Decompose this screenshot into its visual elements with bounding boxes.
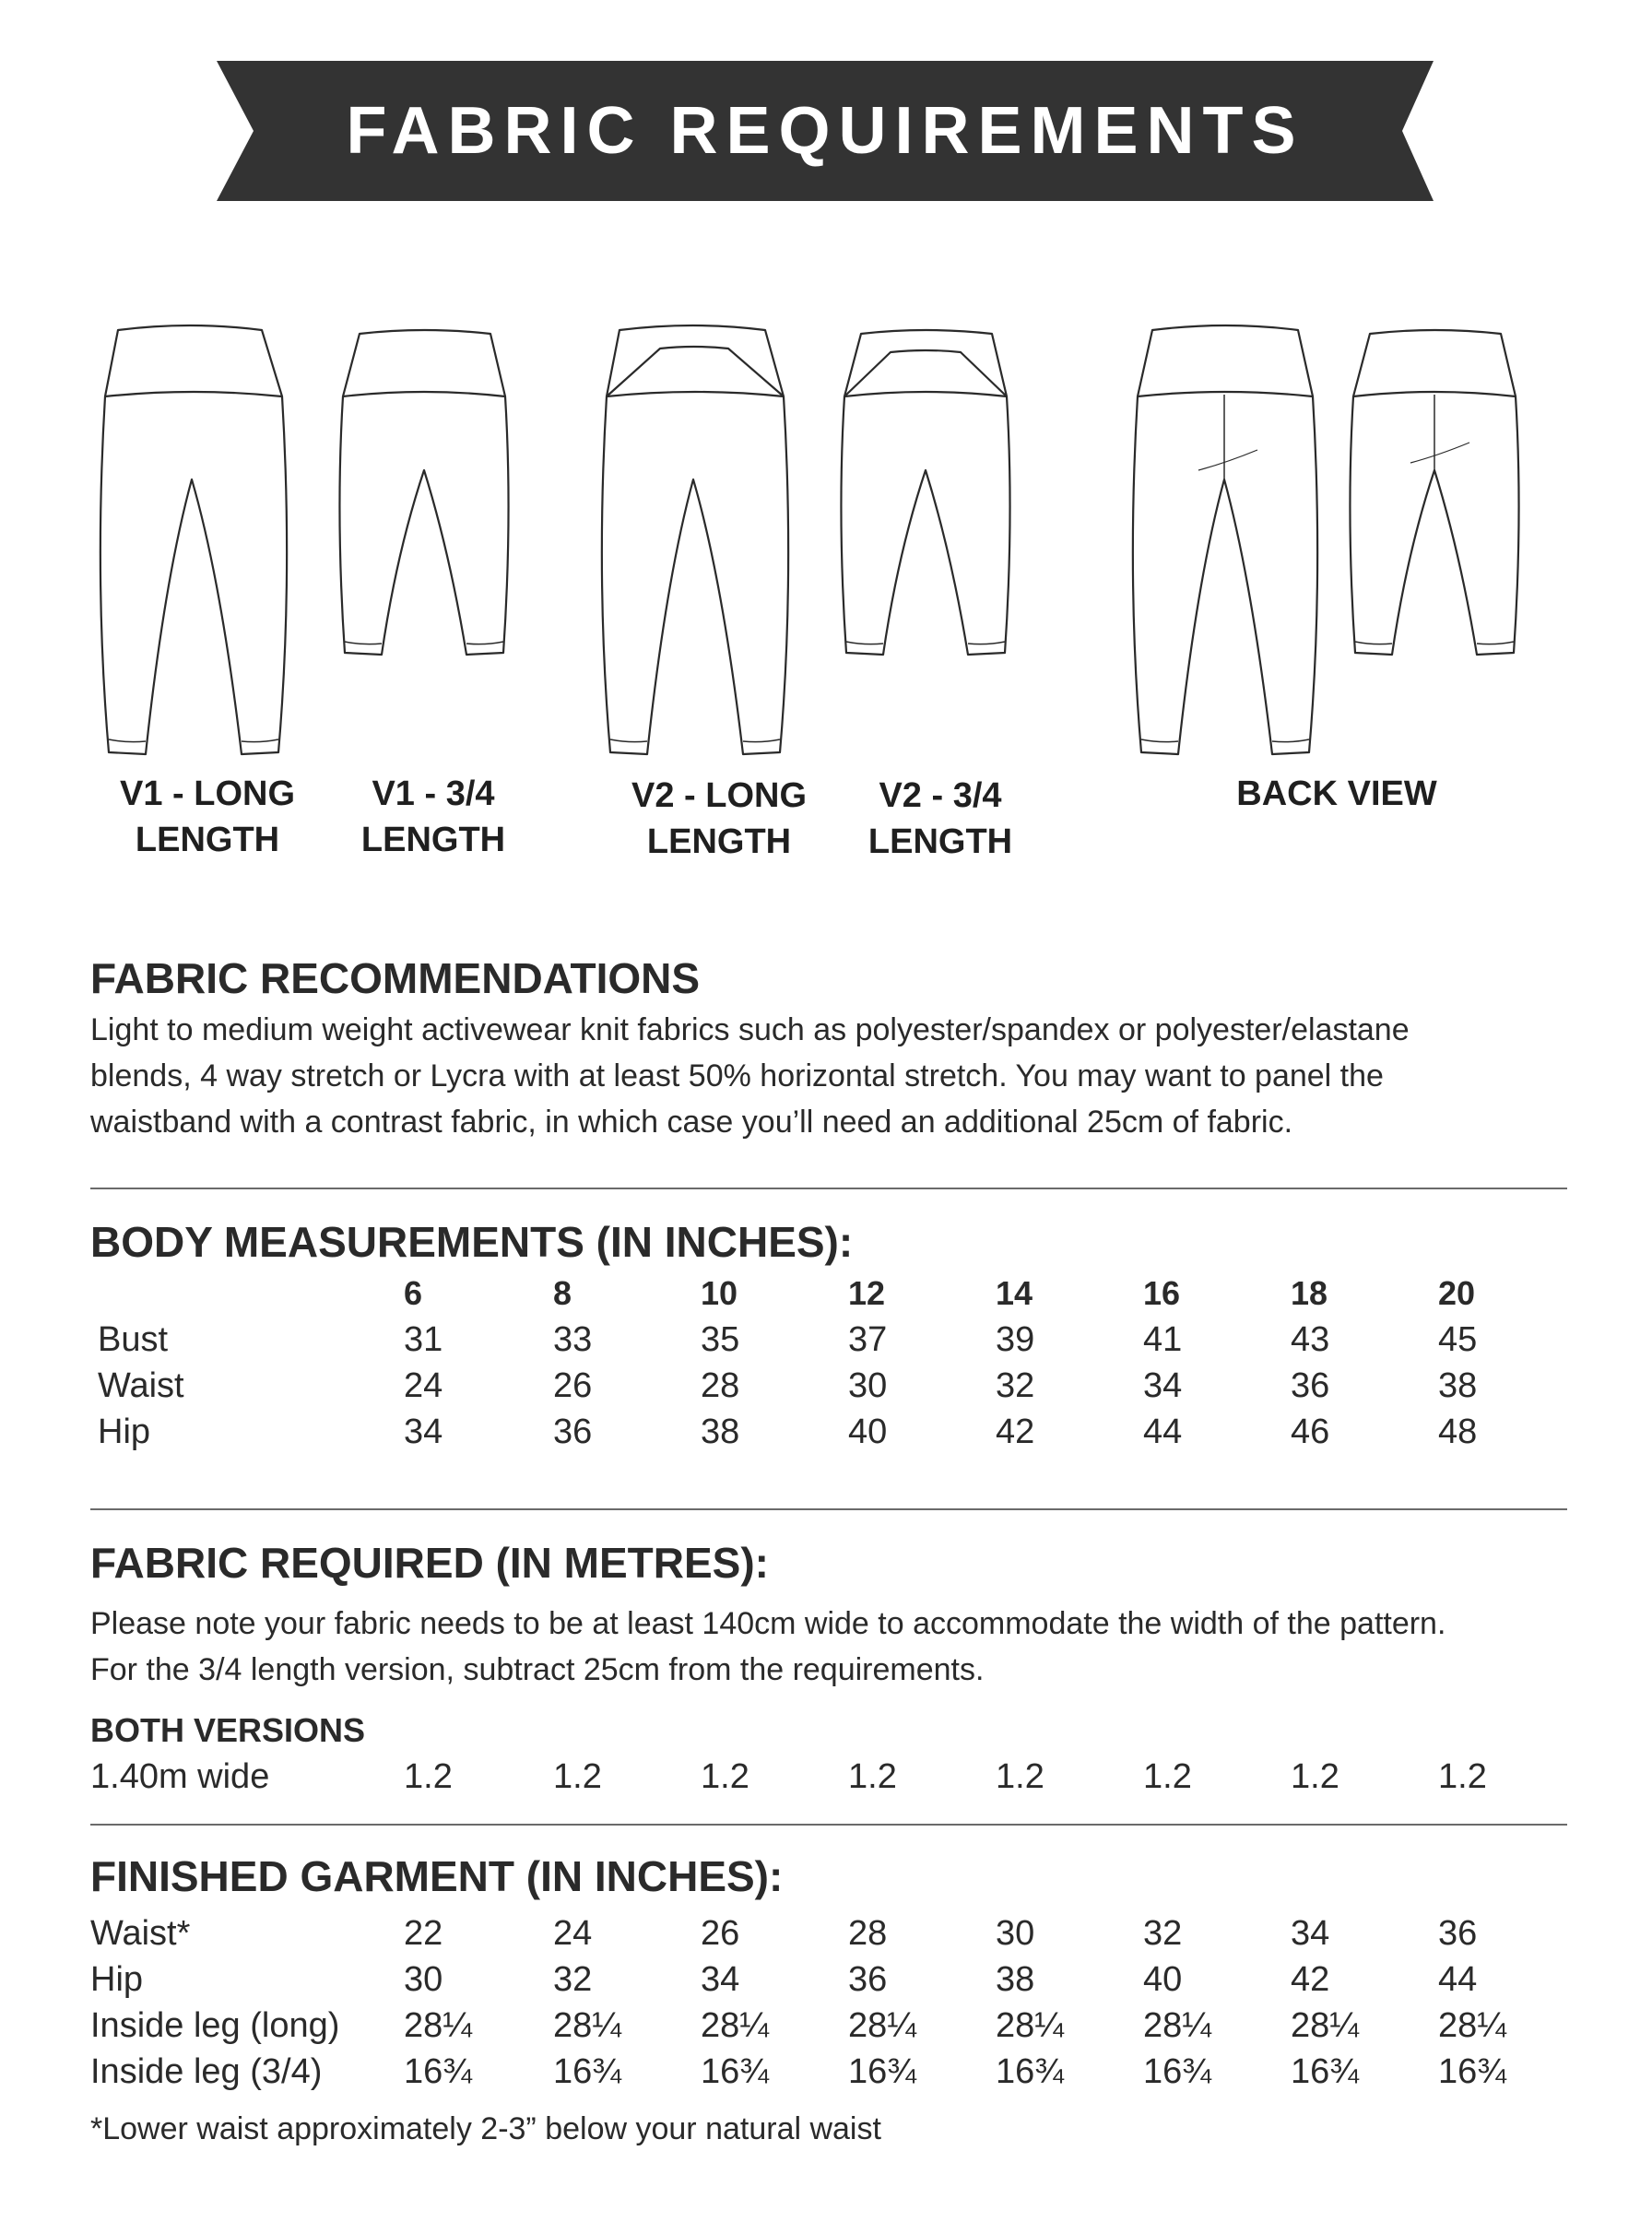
table-cell: 31 [404,1320,443,1359]
table-cell: 28¼ [404,2006,472,2045]
table-cell: 40 [1143,1960,1183,1999]
row-label: Bust [98,1320,169,1359]
caption-line: V2 - 3/4 [879,776,1002,815]
size-header: 12 [848,1274,886,1312]
table-row [90,1366,1602,1412]
table-cell: 45 [1438,1320,1478,1359]
table-row [90,1960,1602,2006]
table-cell: 16¾ [1143,2052,1211,2091]
table-cell: 24 [553,1914,593,1953]
section-divider [90,1508,1567,1510]
table-cell: 43 [1291,1320,1330,1359]
table-cell: 1.2 [701,1757,749,1796]
table-cell: 26 [701,1914,740,1953]
fabric-required-text [90,1601,1584,1693]
v1-long-length-drawing [100,325,287,754]
body-measurements-table [90,1274,1602,1459]
fabric-recommendations-heading: FABRIC RECOMMENDATIONS [90,954,701,1002]
caption-line: V2 - LONG [631,776,808,815]
table-cell: 32 [553,1960,593,1999]
table-cell: 42 [996,1412,1035,1451]
table-cell: 16¾ [996,2052,1064,2091]
paragraph-line: Please note your fabric needs to be at least 140cm wide to accommodate the width of the pattern. [90,1606,1446,1641]
table-cell: 46 [1291,1412,1330,1451]
size-header-row [90,1274,1602,1320]
v1-3-4-length-drawing [339,330,508,655]
table-cell: 1.2 [553,1757,602,1796]
v2-long-length-drawing [602,325,788,754]
row-label: 1.40m wide [90,1757,270,1796]
table-cell: 28¼ [701,2006,769,2045]
table-cell: 16¾ [404,2052,472,2091]
back-view-3-4-drawing [1350,330,1518,655]
table-cell: 34 [701,1960,740,1999]
table-cell: 1.2 [404,1757,453,1796]
row-label: Waist* [90,1914,191,1953]
caption-line: V1 - LONG [119,774,296,813]
table-cell: 34 [1291,1914,1330,1953]
row-label: Waist [98,1366,184,1405]
table-cell: 16¾ [848,2052,916,2091]
size-header: 8 [553,1274,572,1312]
table-row [90,1757,1602,1803]
size-header: 18 [1291,1274,1328,1312]
table-cell: 28¼ [848,2006,916,2045]
table-cell: 32 [996,1366,1035,1405]
table-cell: 34 [404,1412,443,1451]
fabric-required-heading: FABRIC REQUIRED (IN METRES): [90,1539,769,1587]
table-cell: 28 [848,1914,888,1953]
table-cell: 34 [1143,1366,1183,1405]
back-view-long-drawing [1133,325,1317,754]
size-header: 6 [404,1274,423,1312]
table-cell: 38 [701,1412,740,1451]
table-cell: 38 [1438,1366,1478,1405]
row-label: Inside leg (long) [90,2006,340,2045]
table-cell: 37 [848,1320,888,1359]
row-label: Inside leg (3/4) [90,2052,323,2091]
v2-3-4-length-drawing [841,330,1009,655]
caption-line: LENGTH [646,822,792,861]
section-divider [90,1188,1567,1189]
table-cell: 30 [996,1914,1035,1953]
section-divider [90,1824,1567,1826]
table-cell: 30 [404,1960,443,1999]
table-cell: 16¾ [1291,2052,1359,2091]
row-label: Hip [90,1960,144,1999]
table-cell: 32 [1143,1914,1183,1953]
caption-v2-long [604,773,834,865]
table-cell: 16¾ [553,2052,621,2091]
size-header: 10 [701,1274,738,1312]
table-cell: 28¼ [1143,2006,1211,2045]
paragraph-line: waistband with a contrast fabric, in which case you’ll need an additional 25cm of fabric. [90,1105,1293,1140]
title-banner [217,61,1434,201]
table-cell: 38 [996,1960,1035,1999]
table-cell: 24 [404,1366,443,1405]
table-cell: 40 [848,1412,888,1451]
finished-garment-table [90,1914,1602,2098]
table-cell: 36 [848,1960,888,1999]
caption-v1-long [97,771,318,863]
caption-v1-3-4 [327,771,539,863]
table-cell: 16¾ [701,2052,769,2091]
table-cell: 16¾ [1438,2052,1506,2091]
caption-line: LENGTH [135,821,280,859]
caption-v2-3-4 [834,773,1046,865]
table-cell: 42 [1291,1960,1330,1999]
table-cell: 28 [701,1366,740,1405]
table-cell: 44 [1438,1960,1478,1999]
row-label: Hip [98,1412,151,1451]
table-cell: 28¼ [996,2006,1064,2045]
table-row [90,1320,1602,1366]
table-cell: 36 [1291,1366,1330,1405]
table-cell: 35 [701,1320,740,1359]
table-row [90,1914,1602,1960]
table-cell: 1.2 [1291,1757,1339,1796]
size-header: 14 [996,1274,1033,1312]
fabric-required-table [90,1757,1602,1803]
caption-back-view [1198,771,1475,817]
body-measurements-heading: BODY MEASUREMENTS (IN INCHES): [90,1218,854,1266]
caption-line: LENGTH [867,822,1013,861]
fabric-recommendations-text [90,1007,1584,1145]
table-cell: 44 [1143,1412,1183,1451]
footnote: *Lower waist approximately 2-3” below your natural waist [90,2111,881,2146]
paragraph-line: Light to medium weight activewear knit fabrics such as polyester/spandex or polyester/elastane [90,1012,1410,1047]
table-cell: 1.2 [996,1757,1044,1796]
size-header: 20 [1438,1274,1476,1312]
table-cell: 1.2 [1438,1757,1487,1796]
table-cell: 36 [1438,1914,1478,1953]
table-cell: 39 [996,1320,1035,1359]
table-cell: 26 [553,1366,593,1405]
table-row [90,1412,1602,1459]
table-cell: 48 [1438,1412,1478,1451]
table-cell: 28¼ [553,2006,621,2045]
table-cell: 33 [553,1320,593,1359]
table-cell: 36 [553,1412,593,1451]
size-header: 16 [1143,1274,1181,1312]
legging-technical-drawings [0,304,1652,784]
table-cell: 28¼ [1291,2006,1359,2045]
paragraph-line: For the 3/4 length version, subtract 25cm from the requirements. [90,1652,985,1687]
table-row [90,2006,1602,2052]
both-versions-subheading: BOTH VERSIONS [90,1711,366,1749]
table-cell: 28¼ [1438,2006,1506,2045]
page-title: FABRIC REQUIREMENTS [346,94,1304,168]
table-cell: 41 [1143,1320,1183,1359]
table-cell: 1.2 [848,1757,897,1796]
paragraph-line: blends, 4 way stretch or Lycra with at least 50% horizontal stretch. You may want to panel the [90,1058,1384,1093]
caption-line: LENGTH [360,821,506,859]
finished-garment-heading: FINISHED GARMENT (IN INCHES): [90,1852,784,1900]
table-cell: 1.2 [1143,1757,1192,1796]
table-cell: 22 [404,1914,443,1953]
caption-line: BACK VIEW [1236,774,1437,813]
table-cell: 30 [848,1366,888,1405]
table-row [90,2052,1602,2098]
caption-line: V1 - 3/4 [372,774,495,813]
